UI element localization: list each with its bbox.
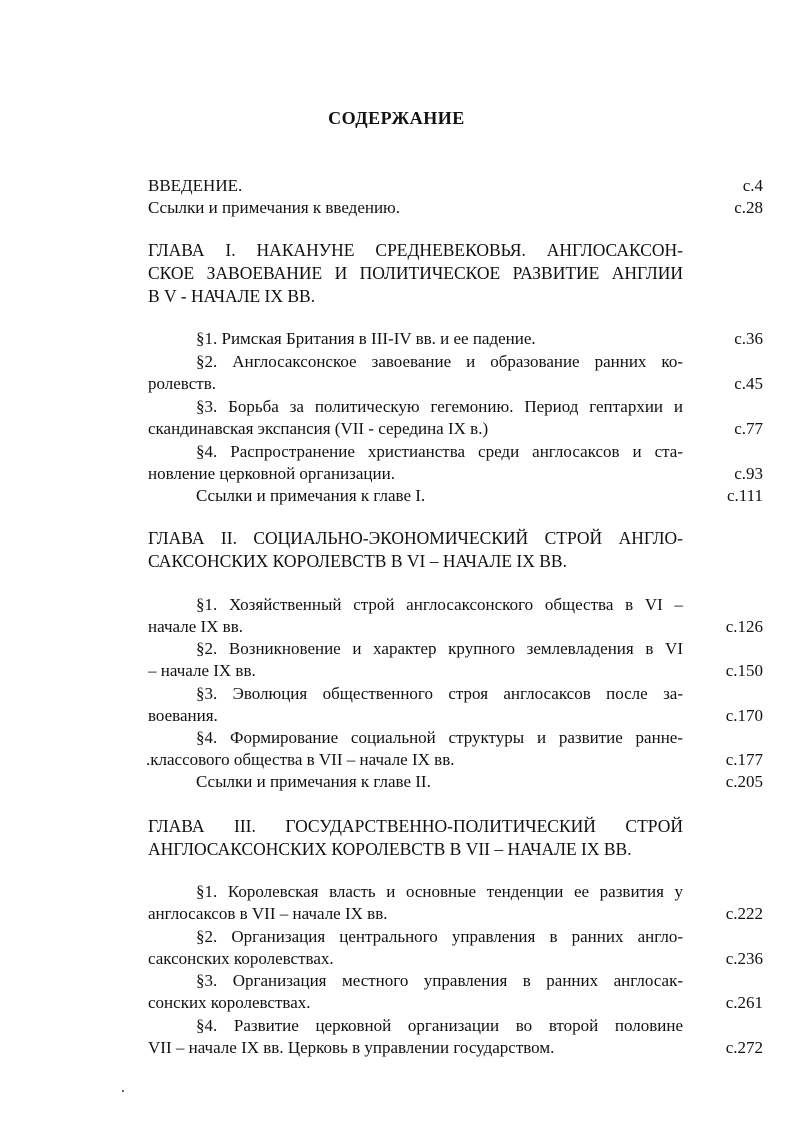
chapter2-section1-line1: §1. Хозяйственный строй англосаксонского общества в VI – <box>196 595 683 614</box>
chapter1-section4-line2: новление церковной организации. <box>148 464 395 483</box>
chapter3-heading-line1: ГЛАВА III. ГОСУДАРСТВЕННО-ПОЛИТИЧЕСКИЙ СТРОЙ <box>148 816 683 836</box>
chapter3-section4-line2: VII – начале IX вв. Церковь в управлении государством. <box>148 1038 555 1057</box>
chapter1-heading-line2: СКОЕ ЗАВОЕВАНИЕ И ПОЛИТИЧЕСКОЕ РАЗВИТИЕ АНГЛИИ <box>148 263 683 283</box>
scan-speck <box>122 1090 124 1092</box>
chapter3-section4-page: с.272 <box>725 1038 763 1057</box>
chapter2-section3-line2: воевания. <box>148 706 218 725</box>
chapter2-section3-page: с.170 <box>725 706 763 725</box>
chapter2-section4-page: с.177 <box>725 750 763 769</box>
chapter2-notes-page: с.205 <box>725 772 763 791</box>
chapter3-section1-line2: англосаксов в VII – начале IX вв. <box>148 904 388 923</box>
chapter3-section3-page: с.261 <box>725 993 763 1012</box>
chapter1-section3-line1: §3. Борьба за политическую гегемонию. Период гептархии и <box>196 397 683 416</box>
chapter1-section2-page: с.45 <box>734 374 763 393</box>
page-title: СОДЕРЖАНИЕ <box>328 108 465 128</box>
toc-intro-notes-page: с.28 <box>734 198 763 217</box>
chapter3-section3-line2: сонских королевствах. <box>148 993 311 1012</box>
chapter1-section4-line1: §4. Распространение христианства среди англосаксов и ста- <box>196 442 683 461</box>
chapter1-heading-line3: В V - НАЧАЛЕ IX ВВ. <box>148 286 316 306</box>
chapter2-heading-line1: ГЛАВА II. СОЦИАЛЬНО-ЭКОНОМИЧЕСКИЙ СТРОЙ АНГЛО- <box>148 528 683 548</box>
chapter3-section2-page: с.236 <box>725 949 763 968</box>
chapter3-section2-line1: §2. Организация центрального управления в ранних англо- <box>196 927 683 946</box>
chapter3-heading-line2: АНГЛОСАКСОНСКИХ КОРОЛЕВСТВ В VII – НАЧАЛЕ IX ВВ. <box>148 839 632 859</box>
chapter2-section3-line1: §3. Эволюция общественного строя англосаксов после за- <box>196 684 683 703</box>
chapter2-section2-page: с.150 <box>725 661 763 680</box>
chapter1-section2-line1: §2. Англосаксонское завоевание и образование ранних ко- <box>196 352 683 371</box>
chapter3-section2-line2: саксонских королевствах. <box>148 949 334 968</box>
chapter1-section3-page: с.77 <box>734 419 763 438</box>
chapter2-section2-line1: §2. Возникновение и характер крупного землевладения в VI <box>196 639 683 658</box>
chapter3-section1-page: с.222 <box>725 904 763 923</box>
chapter2-heading-line2: САКСОНСКИХ КОРОЛЕВСТВ В VI – НАЧАЛЕ IX ВВ. <box>148 551 567 571</box>
chapter3-section4-line1: §4. Развитие церковной организации во второй половине <box>196 1016 683 1035</box>
chapter1-section1: §1. Римская Британия в III-IV вв. и ее падение. <box>196 329 536 348</box>
chapter1-section2-line2: ролевств. <box>148 374 216 393</box>
chapter1-section1-page: с.36 <box>734 329 763 348</box>
chapter2-section1-page: с.126 <box>725 617 763 636</box>
toc-intro: ВВЕДЕНИЕ. <box>148 176 243 195</box>
chapter1-section3-line2: скандинавская экспансия (VII - середина IX в.) <box>148 419 489 438</box>
toc-intro-notes: Ссылки и примечания к введению. <box>148 198 401 217</box>
chapter2-section4-line1: §4. Формирование социальной структуры и развитие ранне- <box>196 728 683 747</box>
chapter1-heading-line1: ГЛАВА I. НАКАНУНЕ СРЕДНЕВЕКОВЬЯ. АНГЛОСАКСОН- <box>148 240 683 260</box>
chapter2-notes: Ссылки и примечания к главе II. <box>196 772 431 791</box>
chapter2-section2-line2: – начале IX вв. <box>148 661 256 680</box>
chapter3-section3-line1: §3. Организация местного управления в ранних англосак- <box>196 971 683 990</box>
chapter2-section1-line2: начале IX вв. <box>148 617 243 636</box>
chapter1-section4-page: с.93 <box>734 464 763 483</box>
chapter1-notes-page: с.111 <box>726 486 763 505</box>
toc-intro-page: с.4 <box>742 176 763 195</box>
chapter2-section4-line2: .классового общества в VII – начале IX вв. <box>146 750 455 769</box>
chapter1-notes: Ссылки и примечания к главе I. <box>196 486 426 505</box>
chapter3-section1-line1: §1. Королевская власть и основные тенденции ее развития у <box>196 882 683 901</box>
